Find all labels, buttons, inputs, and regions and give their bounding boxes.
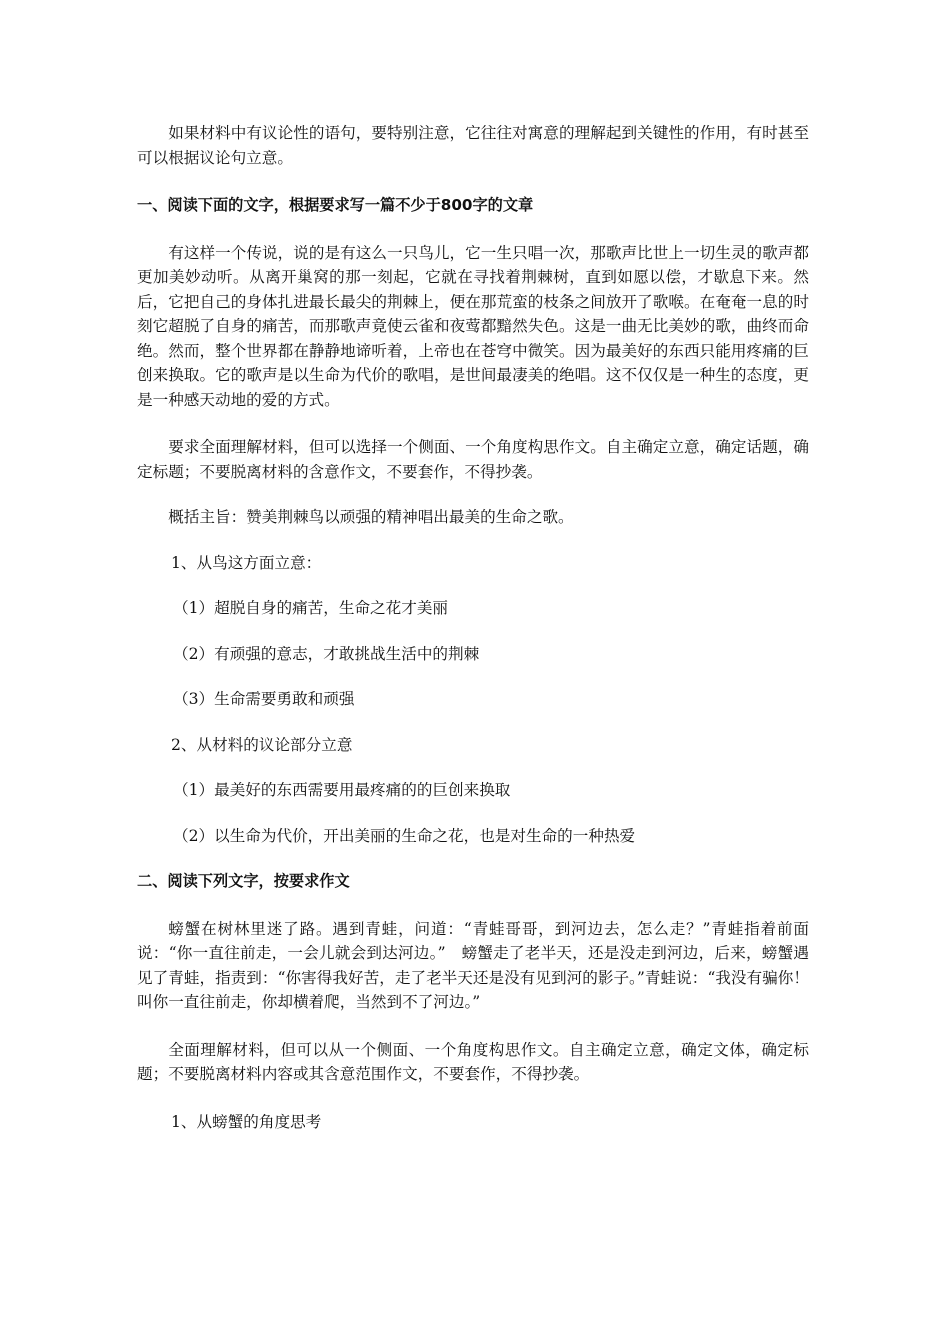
requirement-1-paragraph: 要求全面理解材料，但可以选择一个侧面、一个角度构思作文。自主确定立意，确定话题，确定标题；不要脱离材料的含意作文，不要套作，不得抄袭。 (137, 438, 809, 481)
angle-2-item: 2、从材料的议论部分立意 (171, 735, 353, 754)
intro-paragraph: 如果材料中有议论性的语句，要特别注意，它往往对寓意的理解起到关键性的作用，有时甚至可以根据议论句立意。 (137, 124, 809, 167)
summary-paragraph: 概括主旨：赞美荆棘鸟以顽强的精神唱出最美的生命之歌。 (168, 508, 574, 526)
angle-1-item: 1、从鸟这方面立意： (171, 553, 322, 572)
document-page (137, 121, 809, 1134)
angle-2a-item: （1）最美好的东西需要用最疼痛的的巨创来换取 (173, 781, 511, 799)
angle-1a-item: （1）超脱自身的痛苦，生命之花才美丽 (173, 599, 449, 617)
angle-2b-item: （2）以生命为代价，开出美丽的生命之花，也是对生命的一种热爱 (173, 826, 636, 845)
story-2-paragraph: 螃蟹在树林里迷了路。遇到青蛙，问道：“青蛙哥哥，到河边去，怎么走？”青蛙指着前面说：“你一直往前走，一会儿就会到达河边。” 螃蟹走了老半天，还是没走到河边，后来，螃蟹遇见了青蛙，指责到：“你害得我好苦，走了老半天还是没有见到河的影子。”青蛙说：“我没有骗你！叫你一直往前走，你却横着爬，当然到不了河边。” (137, 919, 809, 1011)
section-2-heading: 二、阅读下列文字，按要求作文 (137, 872, 350, 890)
angle-1c-item: （3）生命需要勇敢和顽强 (173, 690, 355, 708)
requirement-2-paragraph: 全面理解材料，但可以从一个侧面、一个角度构思作文。自主确定立意，确定文体，确定标题；不要脱离材料内容或其含意范围作文，不要套作，不得抄袭。 (137, 1040, 809, 1083)
story-1-paragraph: 有这样一个传说，说的是有这么一只鸟儿，它一生只唱一次，那歌声比世上一切生灵的歌声都更加美妙动听。从离开巢窝的那一刻起，它就在寻找着荆棘树，直到如愿以偿，才歇息下来。然后，它把自己的身体扎进最长最尖的荆棘上，便在那荒蛮的枝条之间放开了歌喉。在奄奄一息的时刻它超脱了自身的痛苦，而那歌声竟使云雀和夜莺都黯然失色。这是一曲无比美妙的歌，曲终而命绝。然而，整个世界都在静静地谛听着，上帝也在苍穹中微笑。因为最美好的东西只能用疼痛的巨创来换取。它的歌声是以生命为代价的歌唱，是世间最凄美的绝唱。这不仅仅是一种生的态度，更是一种感天动地的爱的方式。 (137, 243, 809, 409)
angle-3-item: 1、从螃蟹的角度思考 (171, 1112, 322, 1131)
section-1-heading: 一、阅读下面的文字，根据要求写一篇不少于800字的文章 (137, 196, 534, 214)
angle-1b-item: （2）有顽强的意志，才敢挑战生活中的荆棘 (173, 644, 480, 663)
